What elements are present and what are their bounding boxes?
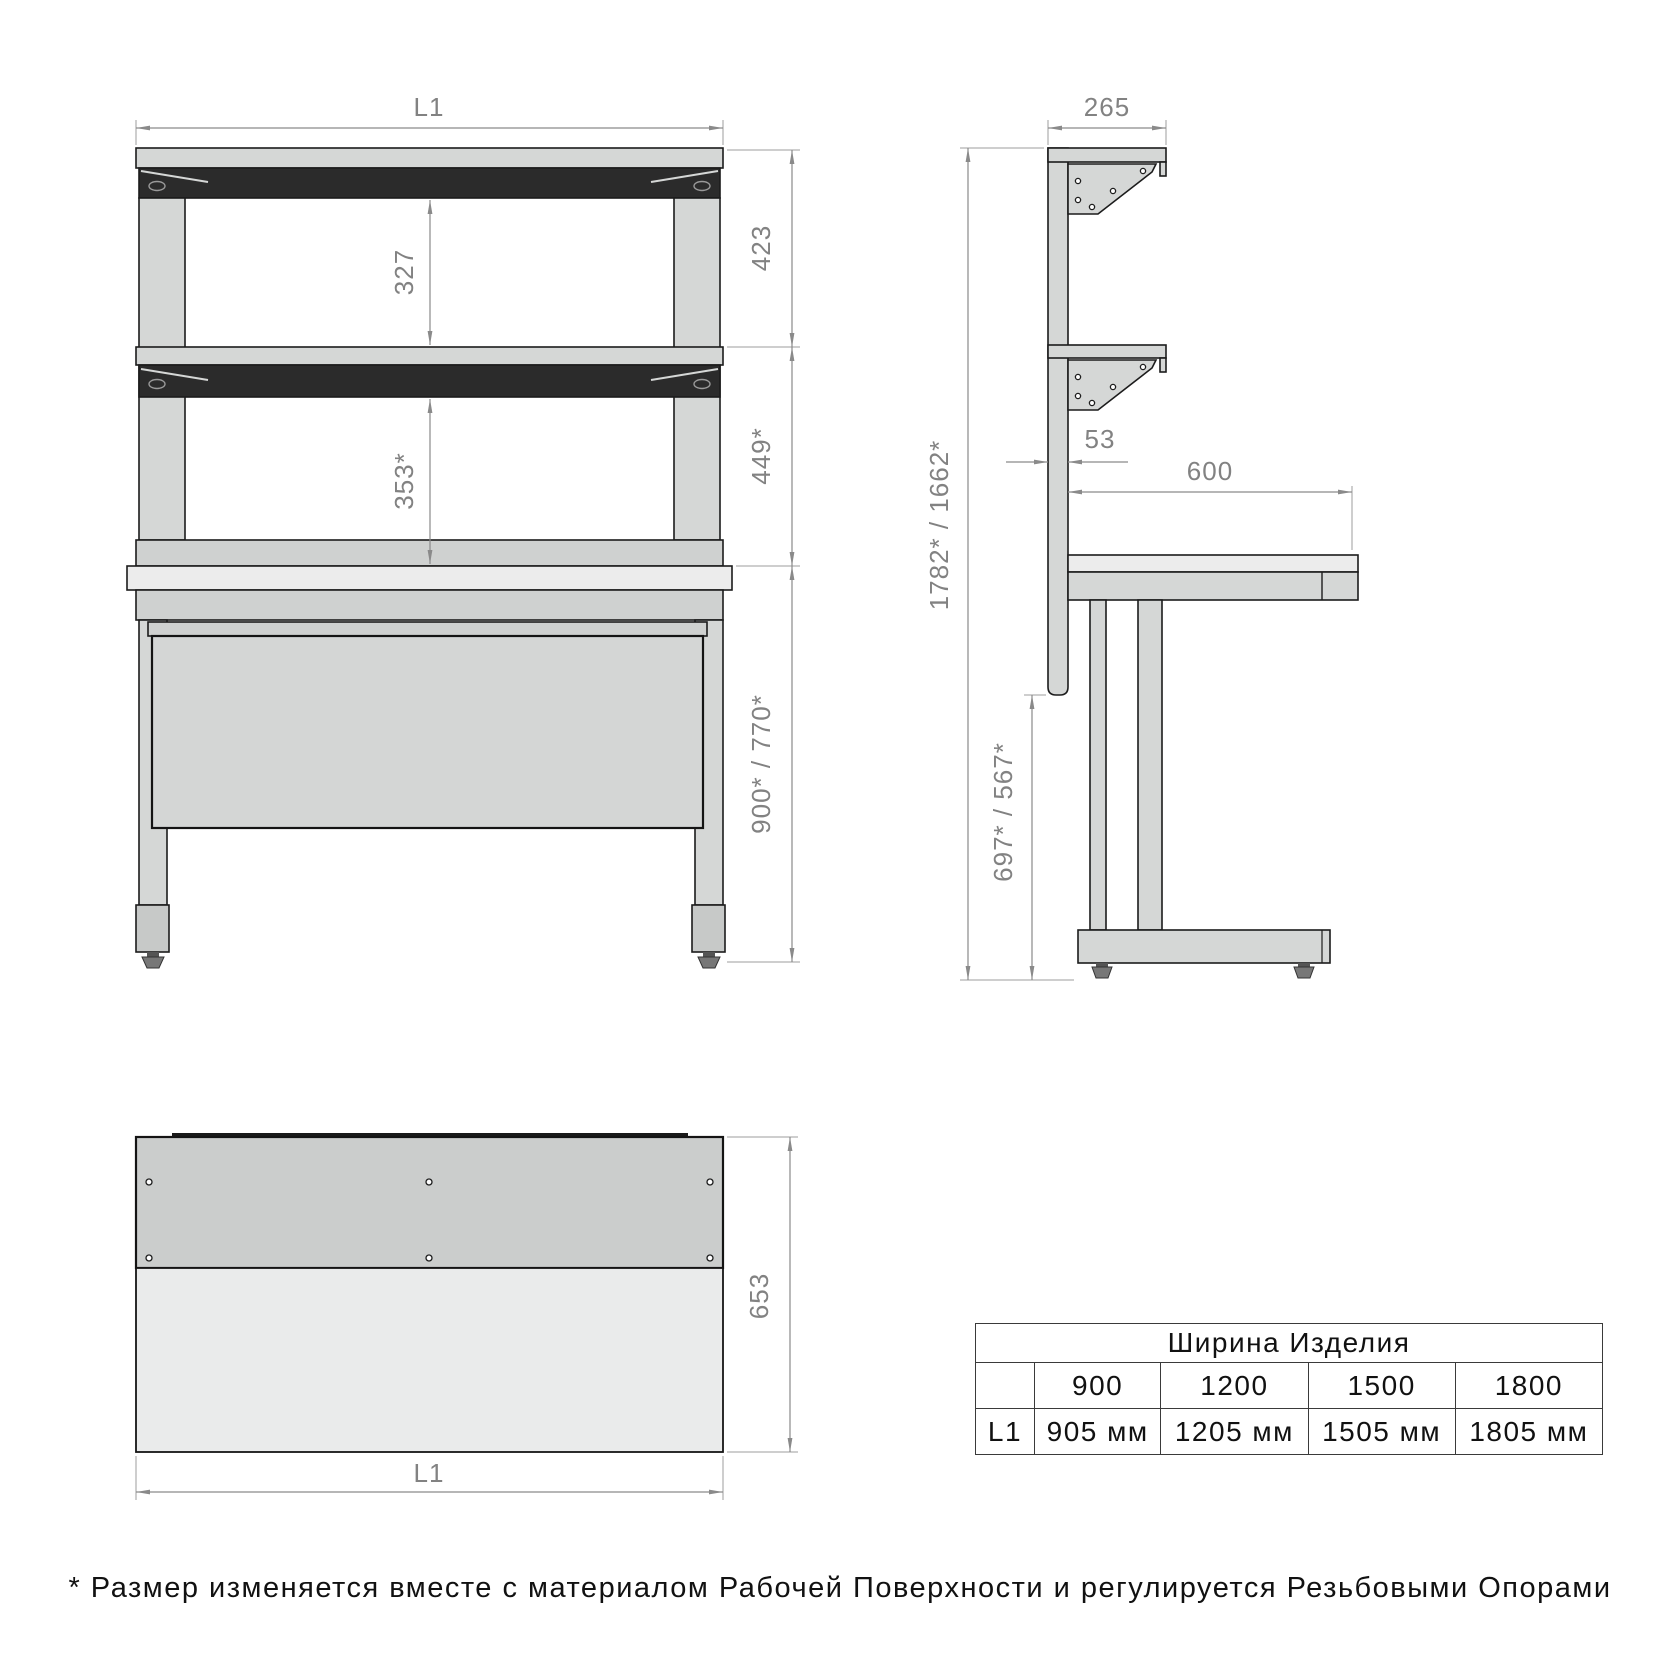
front-dim-353-label: 353* xyxy=(389,452,419,510)
side-dim-1782-label: 1782* / 1662* xyxy=(924,439,954,611)
panel-top-rail xyxy=(148,622,707,636)
table-col-1500: 1500 xyxy=(1308,1363,1455,1409)
side-dim-265 xyxy=(1048,92,1166,145)
table-val-1200: 1205 мм xyxy=(1161,1409,1308,1455)
lower-shelf-top-strip xyxy=(136,347,723,365)
side-dim-53-label: 53 xyxy=(1084,424,1116,454)
footnote: * Размер изменяется вместе с материалом Рабочей Поверхности и регулируется Резьбовыми Опорами xyxy=(68,1572,1612,1604)
worktop-plan xyxy=(136,1268,723,1452)
top-dim-653-label: 653 xyxy=(744,1272,774,1320)
table-col-1200: 1200 xyxy=(1161,1363,1308,1409)
side-foot-rear xyxy=(1294,963,1314,978)
bench-apron xyxy=(136,590,723,620)
top-view xyxy=(100,1075,820,1515)
side-dim-600 xyxy=(1068,456,1352,550)
front-view xyxy=(100,85,820,975)
side-view xyxy=(924,85,1410,1005)
table-row-label: L1 xyxy=(976,1409,1035,1455)
shelf-plan xyxy=(136,1137,723,1268)
table-val-1800: 1805 мм xyxy=(1455,1409,1602,1455)
lower-shelf-front-rail xyxy=(139,365,720,397)
top-dim-l1 xyxy=(136,1456,723,1500)
front-dim-327-label: 327 xyxy=(389,248,419,296)
table-col-900: 900 xyxy=(1035,1363,1161,1409)
worktop-front-edge xyxy=(127,566,732,590)
top-dim-653 xyxy=(727,1137,798,1452)
upper-shelf-top-strip xyxy=(136,148,723,168)
table-corner-cell xyxy=(976,1363,1035,1409)
right-foot xyxy=(692,905,725,968)
front-dim-449-label: 449* xyxy=(746,427,776,485)
front-dim-l1 xyxy=(136,92,723,145)
table-col-1800: 1800 xyxy=(1455,1363,1602,1409)
front-dim-l1-label: L1 xyxy=(413,92,445,122)
table-val-1500: 1505 мм xyxy=(1308,1409,1455,1455)
side-dim-under-height xyxy=(988,695,1046,980)
width-spec-table xyxy=(975,1323,1603,1455)
upper-shelf-front-rail xyxy=(139,168,720,198)
side-dim-697-label: 697* / 567* xyxy=(988,742,1018,882)
front-dim-right xyxy=(727,150,800,962)
side-dim-600-label: 600 xyxy=(1186,456,1234,486)
worktop-side xyxy=(1068,555,1358,572)
table-val-900: 905 мм xyxy=(1035,1409,1161,1455)
leg-front-column xyxy=(1090,600,1106,930)
modesty-panel xyxy=(152,636,703,828)
front-dim-900-label: 900* / 770* xyxy=(746,694,776,834)
riser-post-side xyxy=(1048,148,1068,695)
top-dim-l1-label: L1 xyxy=(413,1458,445,1488)
side-dim-265-label: 265 xyxy=(1083,92,1131,122)
table-header: Ширина Изделия xyxy=(976,1324,1603,1363)
side-foot-front xyxy=(1092,963,1112,978)
front-dim-327 xyxy=(389,200,430,345)
front-dim-423-label: 423 xyxy=(746,224,776,272)
leg-rear-column xyxy=(1138,600,1162,930)
left-foot xyxy=(136,905,169,968)
foot-beam xyxy=(1078,930,1330,963)
apron-side xyxy=(1068,572,1358,600)
